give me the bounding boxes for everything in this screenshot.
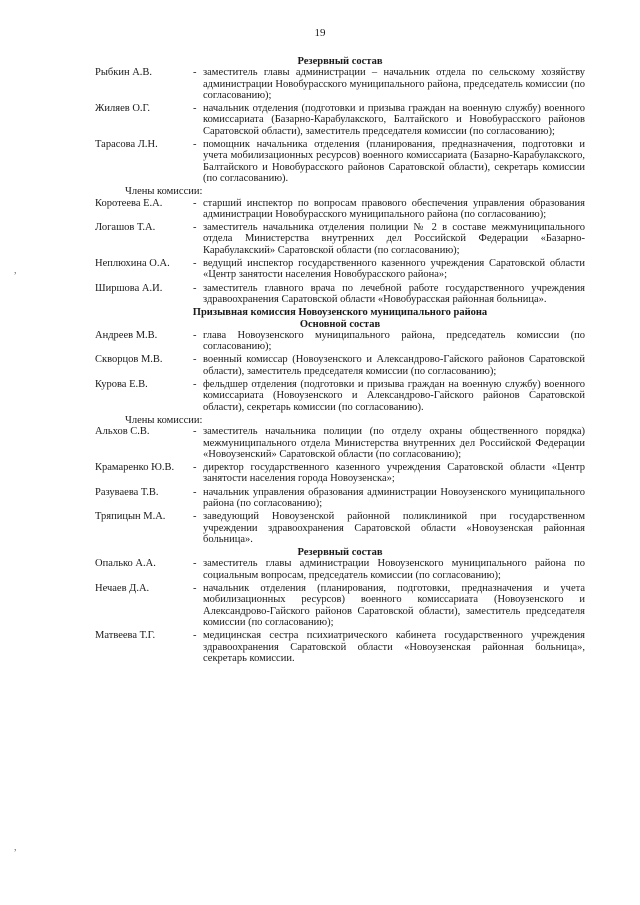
entry-dash: - — [193, 258, 197, 270]
member-description: заместитель главы администрации – начальник отдела по сельскому хозяйству администрации Новобурасского муниципального района, председатель комиссии (по согласованию); — [203, 67, 585, 101]
margin-mark: , — [14, 265, 17, 276]
entry-dash: - — [193, 558, 197, 570]
member-description: фельдшер отделения (подготовки и призыва граждан на военную службу) военного комиссариата (Новоузенского и Александрово-Гайского районов Саратовской области), секретарь комиссии (по согласованию). — [203, 379, 585, 413]
member-name: Неплюхина О.А. — [95, 258, 170, 270]
member-description: старший инспектор по вопросам правового обеспечения управления образования администрации Новобурасского муниципального района (по согласованию); — [203, 197, 585, 220]
member-description: помощник начальника отделения (планирования, предназначения, подготовки и учета мобилизационных ресурсов) военного комиссариата (Базарно-Карабулакского, Балтайского и Новобурасского районов Саратовской области), секретарь комиссии (по согласованию). — [203, 139, 585, 184]
member-name: Опалько А.А. — [95, 558, 156, 570]
entry-dash: - — [193, 282, 197, 294]
entry-dash: - — [193, 197, 197, 209]
member-entry — [95, 67, 585, 101]
entry-dash: - — [193, 630, 197, 642]
entry-dash: - — [193, 379, 197, 391]
member-name: Альхов С.В. — [95, 426, 150, 438]
member-description: глава Новоузенского муниципального района, председатель комиссии (по согласованию); — [203, 329, 585, 353]
member-entry — [95, 583, 585, 628]
member-name: Логашов Т.А. — [95, 222, 156, 234]
member-description: директор государственного казенного учреждения Саратовской области «Центр занятости населения города Новоузенска»; — [203, 462, 585, 485]
member-name: Ширшова А.И. — [95, 282, 163, 294]
member-description: начальник отделения (планирования, подготовки, предназначения и учета мобилизационных ресурсов) военного комиссариата (Новоузенского и Александрово-Гайского районов Саратовской области), заместитель председателя комиссии (по согласованию); — [203, 583, 585, 628]
member-description: военный комиссар (Новоузенского и Александрово-Гайского районов Саратовской области), заместитель председателя комиссии (по согласованию); — [203, 354, 585, 377]
entry-dash: - — [193, 486, 197, 498]
member-name: Скворцов М.В. — [95, 354, 163, 366]
page-number: 19 — [314, 27, 326, 39]
member-name: Разуваева Т.В. — [95, 486, 159, 498]
entry-dash: - — [193, 426, 197, 438]
member-name: Рыбкин А.В. — [95, 67, 153, 79]
member-description: ведущий инспектор государственного казенного учреждения Саратовской области «Центр занятости населения Новобурасского района»; — [203, 258, 585, 281]
member-entry — [95, 283, 585, 306]
member-entry — [95, 139, 585, 184]
member-description: заведующий Новоузенской районной поликлиникой при государственном учреждении здравоохранения Саратовской области «Новоузенская районная больница». — [203, 511, 585, 545]
section-heading: Резервный состав — [297, 56, 383, 67]
members-subheading: Члены комиссии: — [125, 186, 203, 198]
member-entry — [95, 630, 585, 664]
document-body — [95, 56, 585, 666]
member-entry — [95, 379, 585, 413]
member-description: медицинская сестра психиатрического кабинета государственного учреждения здравоохранения Саратовской области «Новоузенская районная больница», секретарь комиссии. — [203, 630, 585, 664]
member-entry — [95, 222, 585, 256]
member-entry — [95, 103, 585, 137]
member-name: Матвеева Т.Г. — [95, 630, 156, 642]
member-entry — [95, 511, 585, 545]
member-description: начальник отделения (подготовки и призыва граждан на военную службу) военного комиссариата (Базарно-Карабулакского, Балтайского и Новобурасского районов Саратовской области), заместитель председателя комиссии (по согласованию); — [203, 103, 585, 137]
entry-dash: - — [193, 583, 197, 595]
entry-dash: - — [193, 354, 197, 366]
member-entry — [95, 487, 585, 510]
entry-dash: - — [193, 67, 197, 79]
entry-dash: - — [193, 462, 197, 474]
member-name: Нечаев Д.А. — [95, 583, 150, 595]
member-entry — [95, 462, 585, 485]
member-entry — [95, 258, 585, 281]
member-description: заместитель начальника отделения полиции № 2 в составе межмуниципального отдела Министерства внутренних дел Российской Федерации «Базарно-Карабулакский» Саратовской области (по согласованию); — [203, 222, 585, 256]
section-heading: Основной состав — [299, 318, 381, 330]
margin-mark: , — [14, 842, 17, 853]
member-description: начальник управления образования администрации Новоузенского муниципального района (по согласованию); — [203, 486, 585, 509]
member-entry — [95, 558, 585, 581]
entry-dash: - — [193, 511, 197, 523]
member-entry — [95, 354, 585, 377]
entry-dash: - — [193, 139, 197, 151]
member-name: Тряпицын М.А. — [95, 511, 166, 523]
section-heading: Призывная комиссия Новоузенского муниципального района — [192, 307, 488, 319]
member-name: Андреев М.В. — [95, 329, 158, 341]
member-name: Тарасова Л.Н. — [95, 139, 158, 151]
member-name: Коротеева Е.А. — [95, 197, 163, 209]
section-heading: Резервный состав — [297, 547, 383, 559]
member-description: заместитель начальника полиции (по отделу охраны общественного порядка) межмуниципального отдела Министерства внутренних дел Российской Федерации «Новоузенский» Саратовской области (по согласованию); — [203, 426, 585, 460]
member-entry — [95, 198, 585, 221]
entry-dash: - — [193, 329, 197, 341]
member-name: Жиляев О.Г. — [95, 103, 151, 115]
entry-dash: - — [193, 222, 197, 234]
member-name: Курова Е.В. — [95, 379, 148, 391]
member-entry — [95, 330, 585, 353]
members-subheading: Члены комиссии: — [125, 414, 203, 426]
member-description: заместитель главы администрации Новоузенского муниципального района по социальным вопросам, председатель комиссии (по согласованию); — [203, 558, 585, 581]
member-entry — [95, 426, 585, 460]
member-name: Крамаренко Ю.В. — [95, 462, 175, 474]
member-description: заместитель главного врача по лечебной работе государственного учреждения здравоохранения Саратовской области «Новобурасская районная больница». — [203, 282, 585, 305]
entry-dash: - — [193, 103, 197, 115]
